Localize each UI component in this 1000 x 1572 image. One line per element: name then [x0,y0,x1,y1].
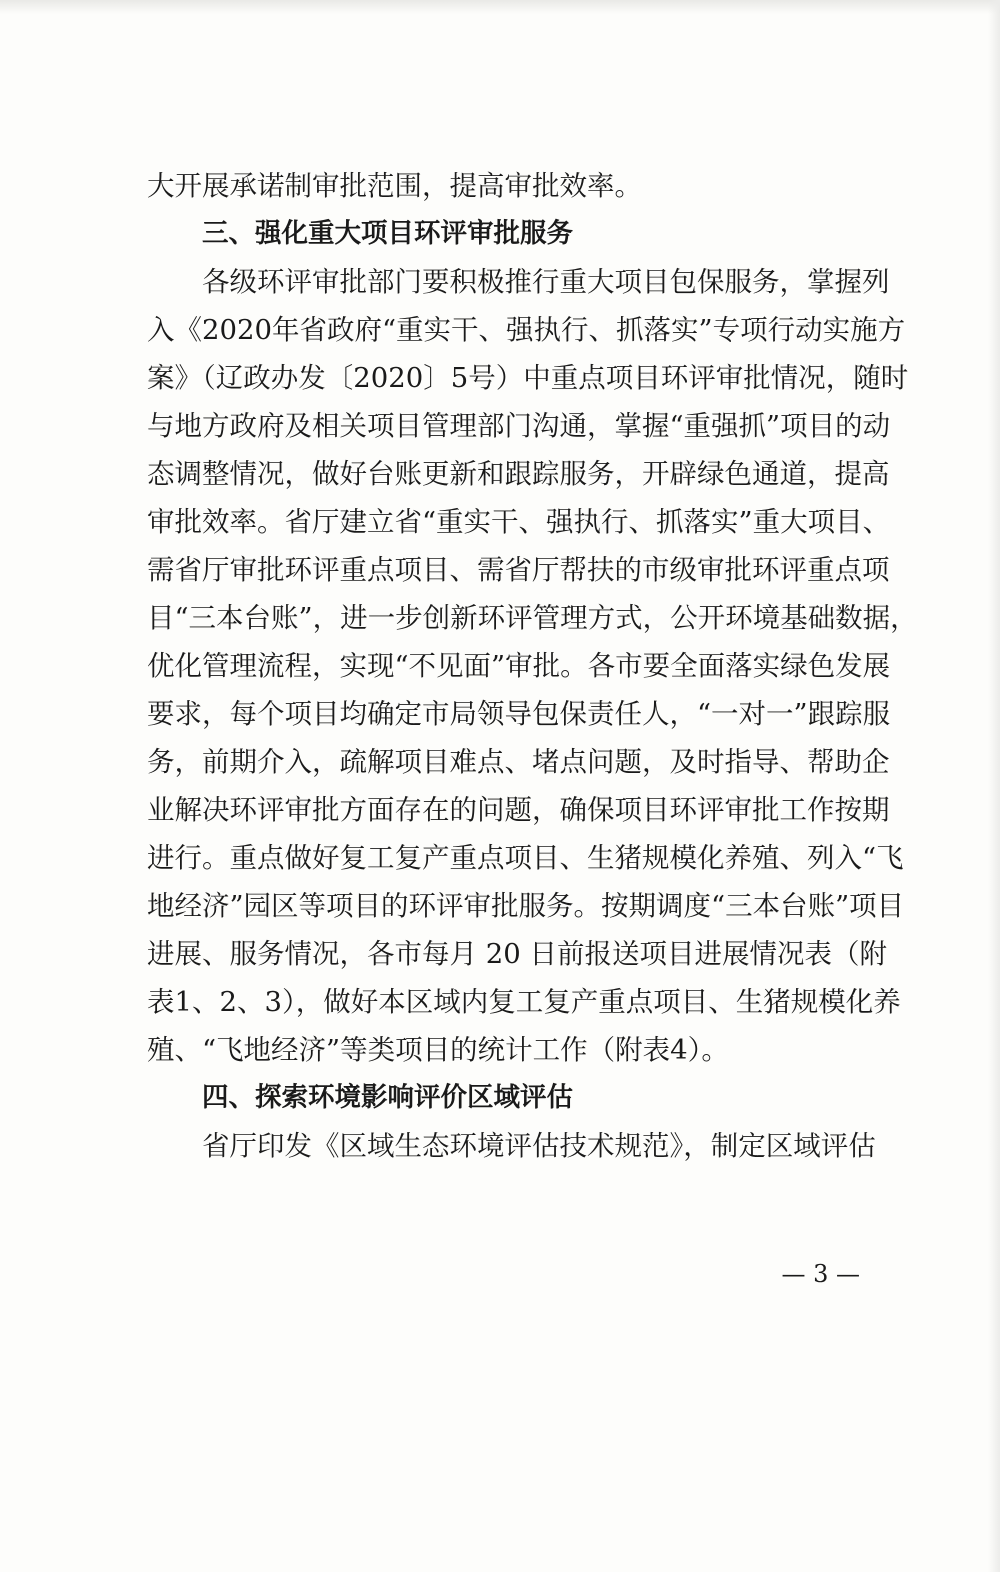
text-line: 业解决环评审批方面存在的问题，确保项目环评审批工作按期 [147,794,890,826]
text-line: 入《2020年省政府“重实干、强执行、抓落实”专项行动实施方 [147,314,906,346]
page-number: — 3 — [781,1260,860,1288]
text-line: 进展、服务情况，各市每月 20 日前报送项目进展情况表（附 [147,938,887,970]
text-line: 务，前期介入，疏解项目难点、堵点问题，及时指导、帮助企 [147,746,890,778]
text-line: 地经济”园区等项目的环评审批服务。按期调度“三本台账”项目 [147,890,905,922]
text-line: 案》（辽政办发〔2020〕5号）中重点项目环评审批情况，随时 [147,362,909,394]
body-text [147,162,918,1170]
text-line: 目“三本台账”，进一步创新环评管理方式，公开环境基础数据， [147,602,918,634]
text-line: 大开展承诺制审批范围，提高审批效率。 [147,170,642,202]
text-line: 需省厅审批环评重点项目、需省厅帮扶的市级审批环评重点项 [147,554,890,586]
text-line: 态调整情况，做好台账更新和跟踪服务，开辟绿色通道，提高 [147,458,890,490]
text-line: 进行。重点做好复工复产重点项目、生猪规模化养殖、列入“飞 [147,842,904,874]
text-line: 优化管理流程，实现“不见面”审批。各市要全面落实绿色发展 [147,650,891,682]
text-line: 要求，每个项目均确定市局领导包保责任人，“一对一”跟踪服 [147,698,891,730]
text-line: 与地方政府及相关项目管理部门沟通，掌握“重强抓”项目的动 [147,410,891,442]
section-heading-three: 三、强化重大项目环评审批服务 [202,218,573,249]
text-line: 表1、2、3），做好本区域内复工复产重点项目、生猪规模化养 [147,986,901,1018]
section-heading-four: 四、探索环境影响评价区域评估 [202,1082,573,1113]
text-line: 各级环评审批部门要积极推行重大项目包保服务，掌握列 [202,266,890,298]
text-line: 省厅印发《区域生态环境评估技术规范》，制定区域评估 [202,1130,876,1162]
text-line: 殖、“飞地经济”等类项目的统计工作（附表4）。 [147,1034,729,1066]
text-line: 审批效率。省厅建立省“重实干、强执行、抓落实”重大项目、 [147,506,891,538]
scan-edge-right [988,0,1000,1572]
scan-edge-top [0,0,1000,14]
